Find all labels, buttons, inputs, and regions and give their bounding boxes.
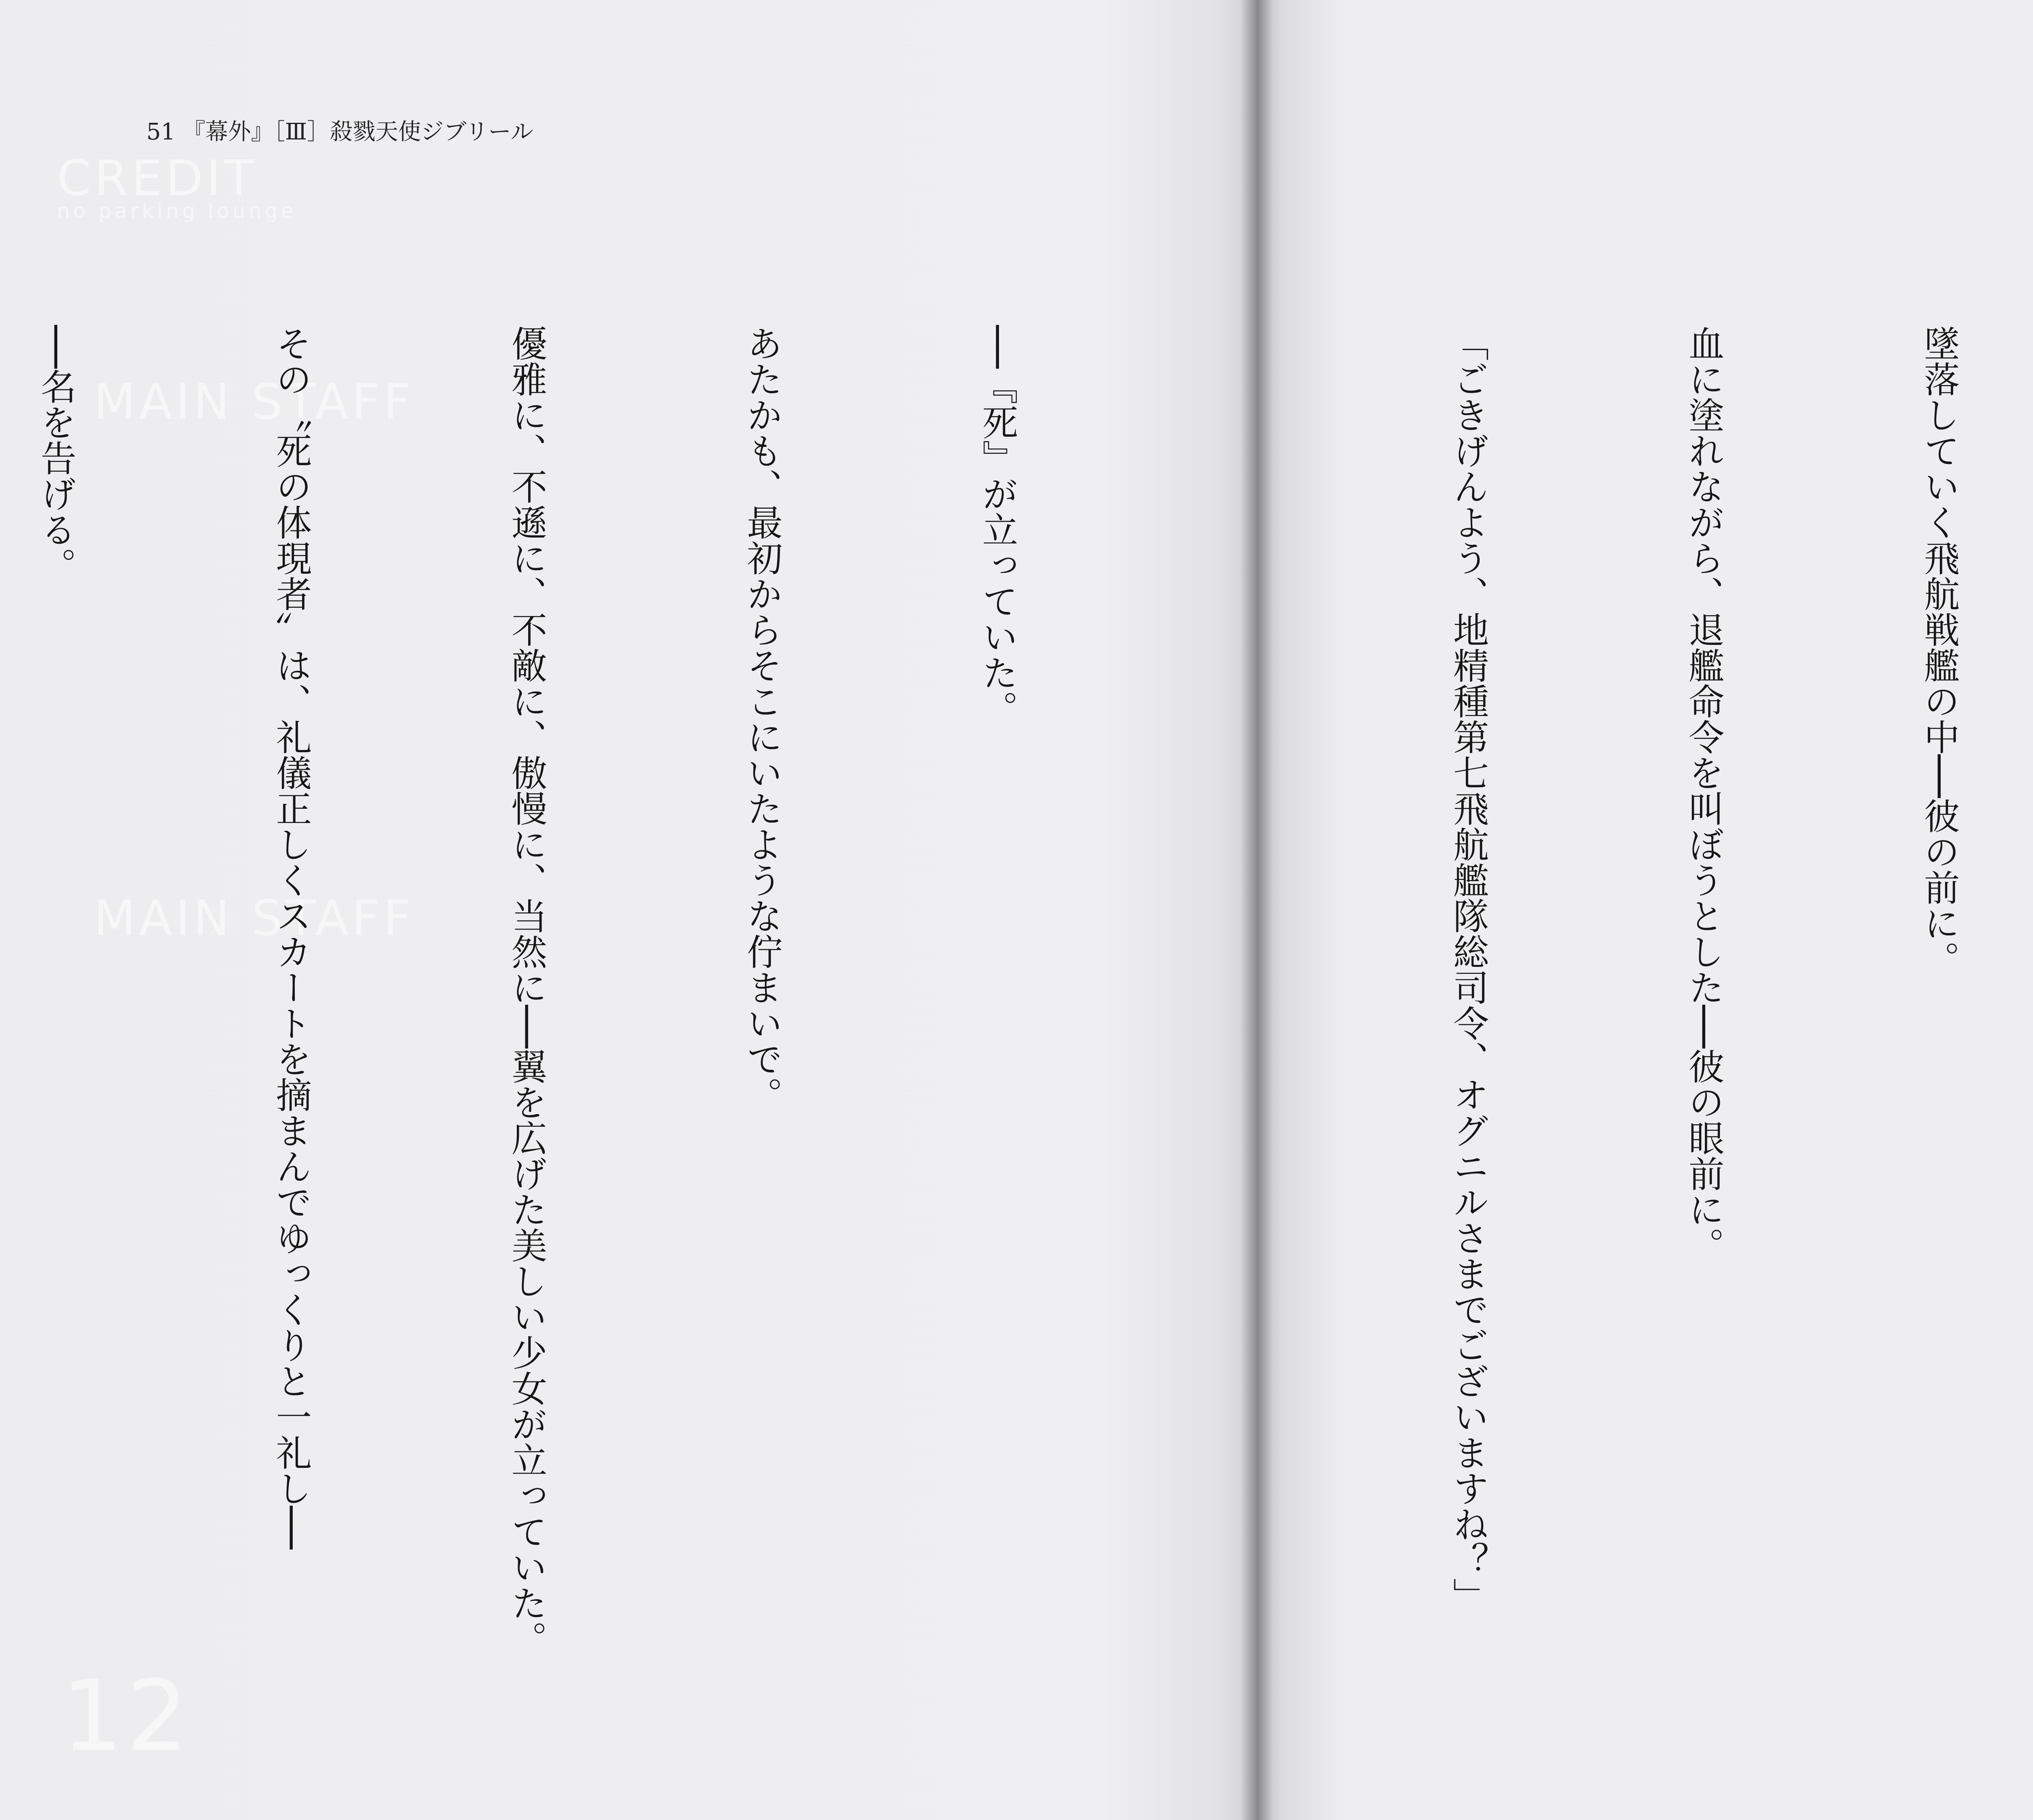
left-page-folio: 51 『幕外』［Ⅲ］殺戮天使ジブリール xyxy=(146,119,533,145)
show-through-credit: CREDIT xyxy=(57,150,257,207)
body-line: あたかも、最初からそこにいたような佇まいで。 xyxy=(741,325,783,1112)
book-gutter xyxy=(1240,0,1273,1820)
body-line: 優雅に、不遜に、不敵に、傲慢に、当然に──翼を広げた美しい少女が立っていた。 xyxy=(506,325,548,1657)
body-line: 墜落していく飛航戦艦の中──彼の前に。 xyxy=(1918,325,1960,977)
body-line: 「ごきげんよう、地精種第七飛航艦隊総司令、オグニルさまでございますね？」 xyxy=(1447,325,1489,1613)
body-line: ──名を告げる。 xyxy=(35,325,77,583)
show-through-main-staff-2: MAIN STAFF xyxy=(94,890,415,947)
body-line: ──『死』が立っていた。 xyxy=(977,325,1019,726)
show-through-main-staff: MAIN STAFF xyxy=(94,374,415,431)
show-through-number: 12 xyxy=(61,1659,192,1773)
body-line: その〝死の体現者〟は、礼儀正しくスカートを摘まんでゆっくりと一礼し── xyxy=(270,325,312,1549)
show-through-credit-sub: no parking lounge xyxy=(57,199,297,223)
right-page-body xyxy=(0,325,2033,1700)
body-line: 血に塗れながら、退艦命令を叫ぼうとした──彼の眼前に。 xyxy=(1683,325,1725,1263)
